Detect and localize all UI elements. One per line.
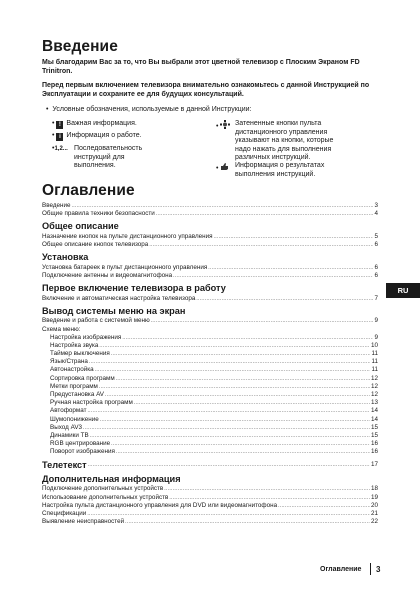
toc-row[interactable] [42,391,378,399]
toc-title: Оглавление [42,182,135,199]
toc-section-title: Вывод системы меню на экран [42,305,186,316]
toc-section-title: Установка [42,252,89,263]
result-icon [220,162,229,171]
toc-entry-text: Спецификации [42,510,87,518]
toc-entry-text: Подключение дополнительных устройств [42,485,164,493]
toc-page-number: 14 [370,415,378,423]
symbol-item-steps: •1,2... Последовательность инструкций для выполнения. [52,145,162,171]
toc-row[interactable] [42,375,378,383]
toc-entry-text: Настройка изображения [50,333,122,341]
toc-entry-text: Установка батареек в пульт дистанционного управления [42,263,208,271]
toc-row[interactable] [42,486,378,494]
toc-page-number: 15 [370,431,378,439]
toc-entry-text: Шумопонижение [50,415,99,423]
toc-page-number: 12 [370,390,378,398]
toc-leader [208,264,373,272]
toc-leader [88,459,370,472]
toc-row[interactable] [42,518,378,526]
toc-row[interactable] [42,502,378,510]
toc-page-number: 13 [370,399,378,407]
symbol-item-info: • i Информация о работе. [52,132,142,140]
remote-buttons-icon [220,120,230,129]
intro-title: Введение [42,38,118,55]
toc-section-title: Телетекст [42,459,87,470]
toc-entry-text: Автонастройка [50,366,94,374]
toc-row[interactable] [42,241,378,249]
toc-page-number: 16 [370,440,378,448]
toc-leader [99,383,370,391]
toc-section-title: Общее описание [42,221,119,232]
toc-row[interactable] [42,399,378,407]
toc-page-number: 10 [370,341,378,349]
toc-entry-text: Ручная настройка программ [50,399,133,407]
toc-leader [122,334,373,342]
toc-entry-text: Общее описание кнопок телевизора [42,241,149,249]
toc-page-number: 12 [370,382,378,390]
toc-row[interactable] [42,342,378,350]
toc-entry-text: Использование дополнительных устройств [42,493,169,501]
symbol-text: Информация о результатах выполнения инструкций. [235,162,325,178]
warning-icon: ! [56,121,63,129]
toc-row[interactable] [42,416,378,424]
toc-entry-text: Выход AV3 [50,423,83,431]
toc-page-number: 16 [370,448,378,456]
toc-page-number: 11 [371,350,378,358]
toc-page-number: 9 [374,333,378,341]
toc-entry-text: Поворот изображения [50,448,115,456]
toc-row[interactable] [42,366,378,374]
bullet-dot: • [46,106,53,113]
toc-leader [90,432,370,440]
toc-entry-text: Включение и автоматическая настройка телевизора [42,294,196,302]
symbol-item-result: • Информация о результатах выполнения инструкций. [216,162,336,179]
toc-leader [149,241,373,249]
language-tab: RU [386,283,420,298]
toc-entry-text: Метки программ [50,382,98,390]
table-of-contents [42,202,378,526]
toc-leader [83,424,370,432]
toc-page-number: 11 [371,366,378,374]
toc-page-number: 6 [374,241,378,249]
toc-page-number: 22 [370,518,378,526]
toc-page-number: 6 [374,263,378,271]
symbols-intro [46,106,252,115]
toc-row[interactable] [42,233,378,241]
toc-page-number: 19 [370,493,378,501]
toc-entry-text: Введение и работа с системой меню [42,317,150,325]
steps-icon: 1,2... [54,146,68,152]
toc-leader [196,295,373,303]
toc-page-number: 21 [370,510,378,518]
toc-page-number: 11 [371,358,378,366]
toc-entry-text: Настройка пульта дистанционного управления для DVD или видеомагнитофона [42,501,278,509]
toc-entry-text: Сортировка программ [50,374,115,382]
toc-page-number: 17 [370,460,378,468]
toc-row[interactable] [42,424,378,432]
toc-page-number: 14 [370,407,378,415]
toc-row[interactable] [42,448,378,456]
toc-page-number: 20 [370,501,378,509]
toc-row[interactable] [42,459,378,472]
toc-page-number: 4 [374,210,378,218]
toc-leader [169,494,370,502]
toc-leader [72,202,373,210]
toc-leader [89,358,371,366]
toc-leader [111,350,371,358]
toc-leader [173,272,373,280]
toc-entry-text: Назначение кнопок на пульте дистанционного управления [42,232,213,240]
toc-leader [87,510,370,518]
intro-warning: Перед первым включением телевизора внимательно ознакомьтесь с данной Инструкцией по Эксплуатации и сохраните ее для будущих консультаций. [42,82,370,99]
toc-row[interactable] [42,432,378,440]
toc-leader [156,210,373,218]
symbol-text: Информация о работе. [66,132,142,139]
symbol-text: Затененные кнопки пульта дистанционного управления указывают на кнопки, которые надо нажать для выполнения различных инструкций. [235,120,334,162]
symbol-text: Важная информация. [66,120,137,127]
toc-row[interactable] [42,210,378,218]
toc-menu-scheme-label: Схема меню: [42,325,81,333]
toc-leader [125,518,370,526]
toc-leader [116,448,370,456]
toc-leader [116,375,370,383]
toc-leader [134,399,370,407]
symbol-item-important: • ! Важная информация. [52,120,137,128]
toc-leader [111,440,370,448]
toc-row[interactable] [42,350,378,358]
info-icon: i [56,133,63,141]
toc-entry-text: Настройка звука [50,341,99,349]
toc-section-title: Дополнительная информация [42,474,181,484]
toc-leader [151,317,373,325]
toc-leader [87,407,370,415]
toc-entry-text: Предустановка AV [50,390,105,398]
toc-leader [95,366,371,374]
toc-entry-text: Выявление неисправностей [42,518,125,526]
symbol-text: Последовательность инструкций для выполнения. [74,145,143,170]
toc-leader [164,485,370,493]
toc-page-number: 5 [374,232,378,240]
toc-entry-text: Динамики ТВ [50,431,89,439]
toc-row[interactable] [42,317,378,325]
toc-sub-entries [42,334,378,457]
toc-entry-text: RGB центрирование [50,440,111,448]
toc-leader [99,342,370,350]
toc-page-number: 7 [374,294,378,302]
toc-row[interactable] [42,334,378,342]
toc-entry-text: Общие правила техники безопасности [42,210,155,218]
toc-leader [100,416,370,424]
toc-page-number: 6 [374,271,378,279]
toc-extra-entries [42,486,378,527]
toc-row[interactable] [42,264,378,272]
toc-entry-text: Подключение антенны и видеомагнитофона [42,271,173,279]
footer-section-label: Оглавление [320,566,362,573]
toc-leader [214,233,373,241]
toc-entry-text: Автоформат [50,407,87,415]
intro-thanks: Мы благодарим Вас за то, что Вы выбрали этот цветной телевизор с Плоским Экраном FD Trinitron. [42,59,360,76]
toc-entry-text: Язык/Страна [50,358,88,366]
toc-page-number: 18 [370,485,378,493]
toc-page-number: 9 [374,317,378,325]
toc-row[interactable] [42,383,378,391]
symbols-intro-text: Условные обозначения, используемые в данной Инструкции: [52,106,252,113]
toc-page-number: 15 [370,423,378,431]
toc-entry-text: Введение [42,201,71,209]
toc-leader [105,391,370,399]
toc-row[interactable] [42,295,378,303]
toc-section-title: Первое включение телевизора в работу [42,283,226,294]
symbol-item-remote: • Затененные кнопки пульта дистанционного управления указывают на кнопки, которые надо нажать для выполнения различных инструкций. [216,120,336,163]
footer-divider [370,563,371,575]
toc-page-number: 12 [370,374,378,382]
toc-row[interactable] [42,407,378,415]
toc-page-number: 3 [374,201,378,209]
toc-entry-text: Таймер выключения [50,350,110,358]
toc-row[interactable] [42,202,378,210]
footer-page-number: 3 [376,565,381,574]
toc-row[interactable] [42,494,378,502]
toc-row[interactable] [42,272,378,280]
toc-leader [278,502,370,510]
